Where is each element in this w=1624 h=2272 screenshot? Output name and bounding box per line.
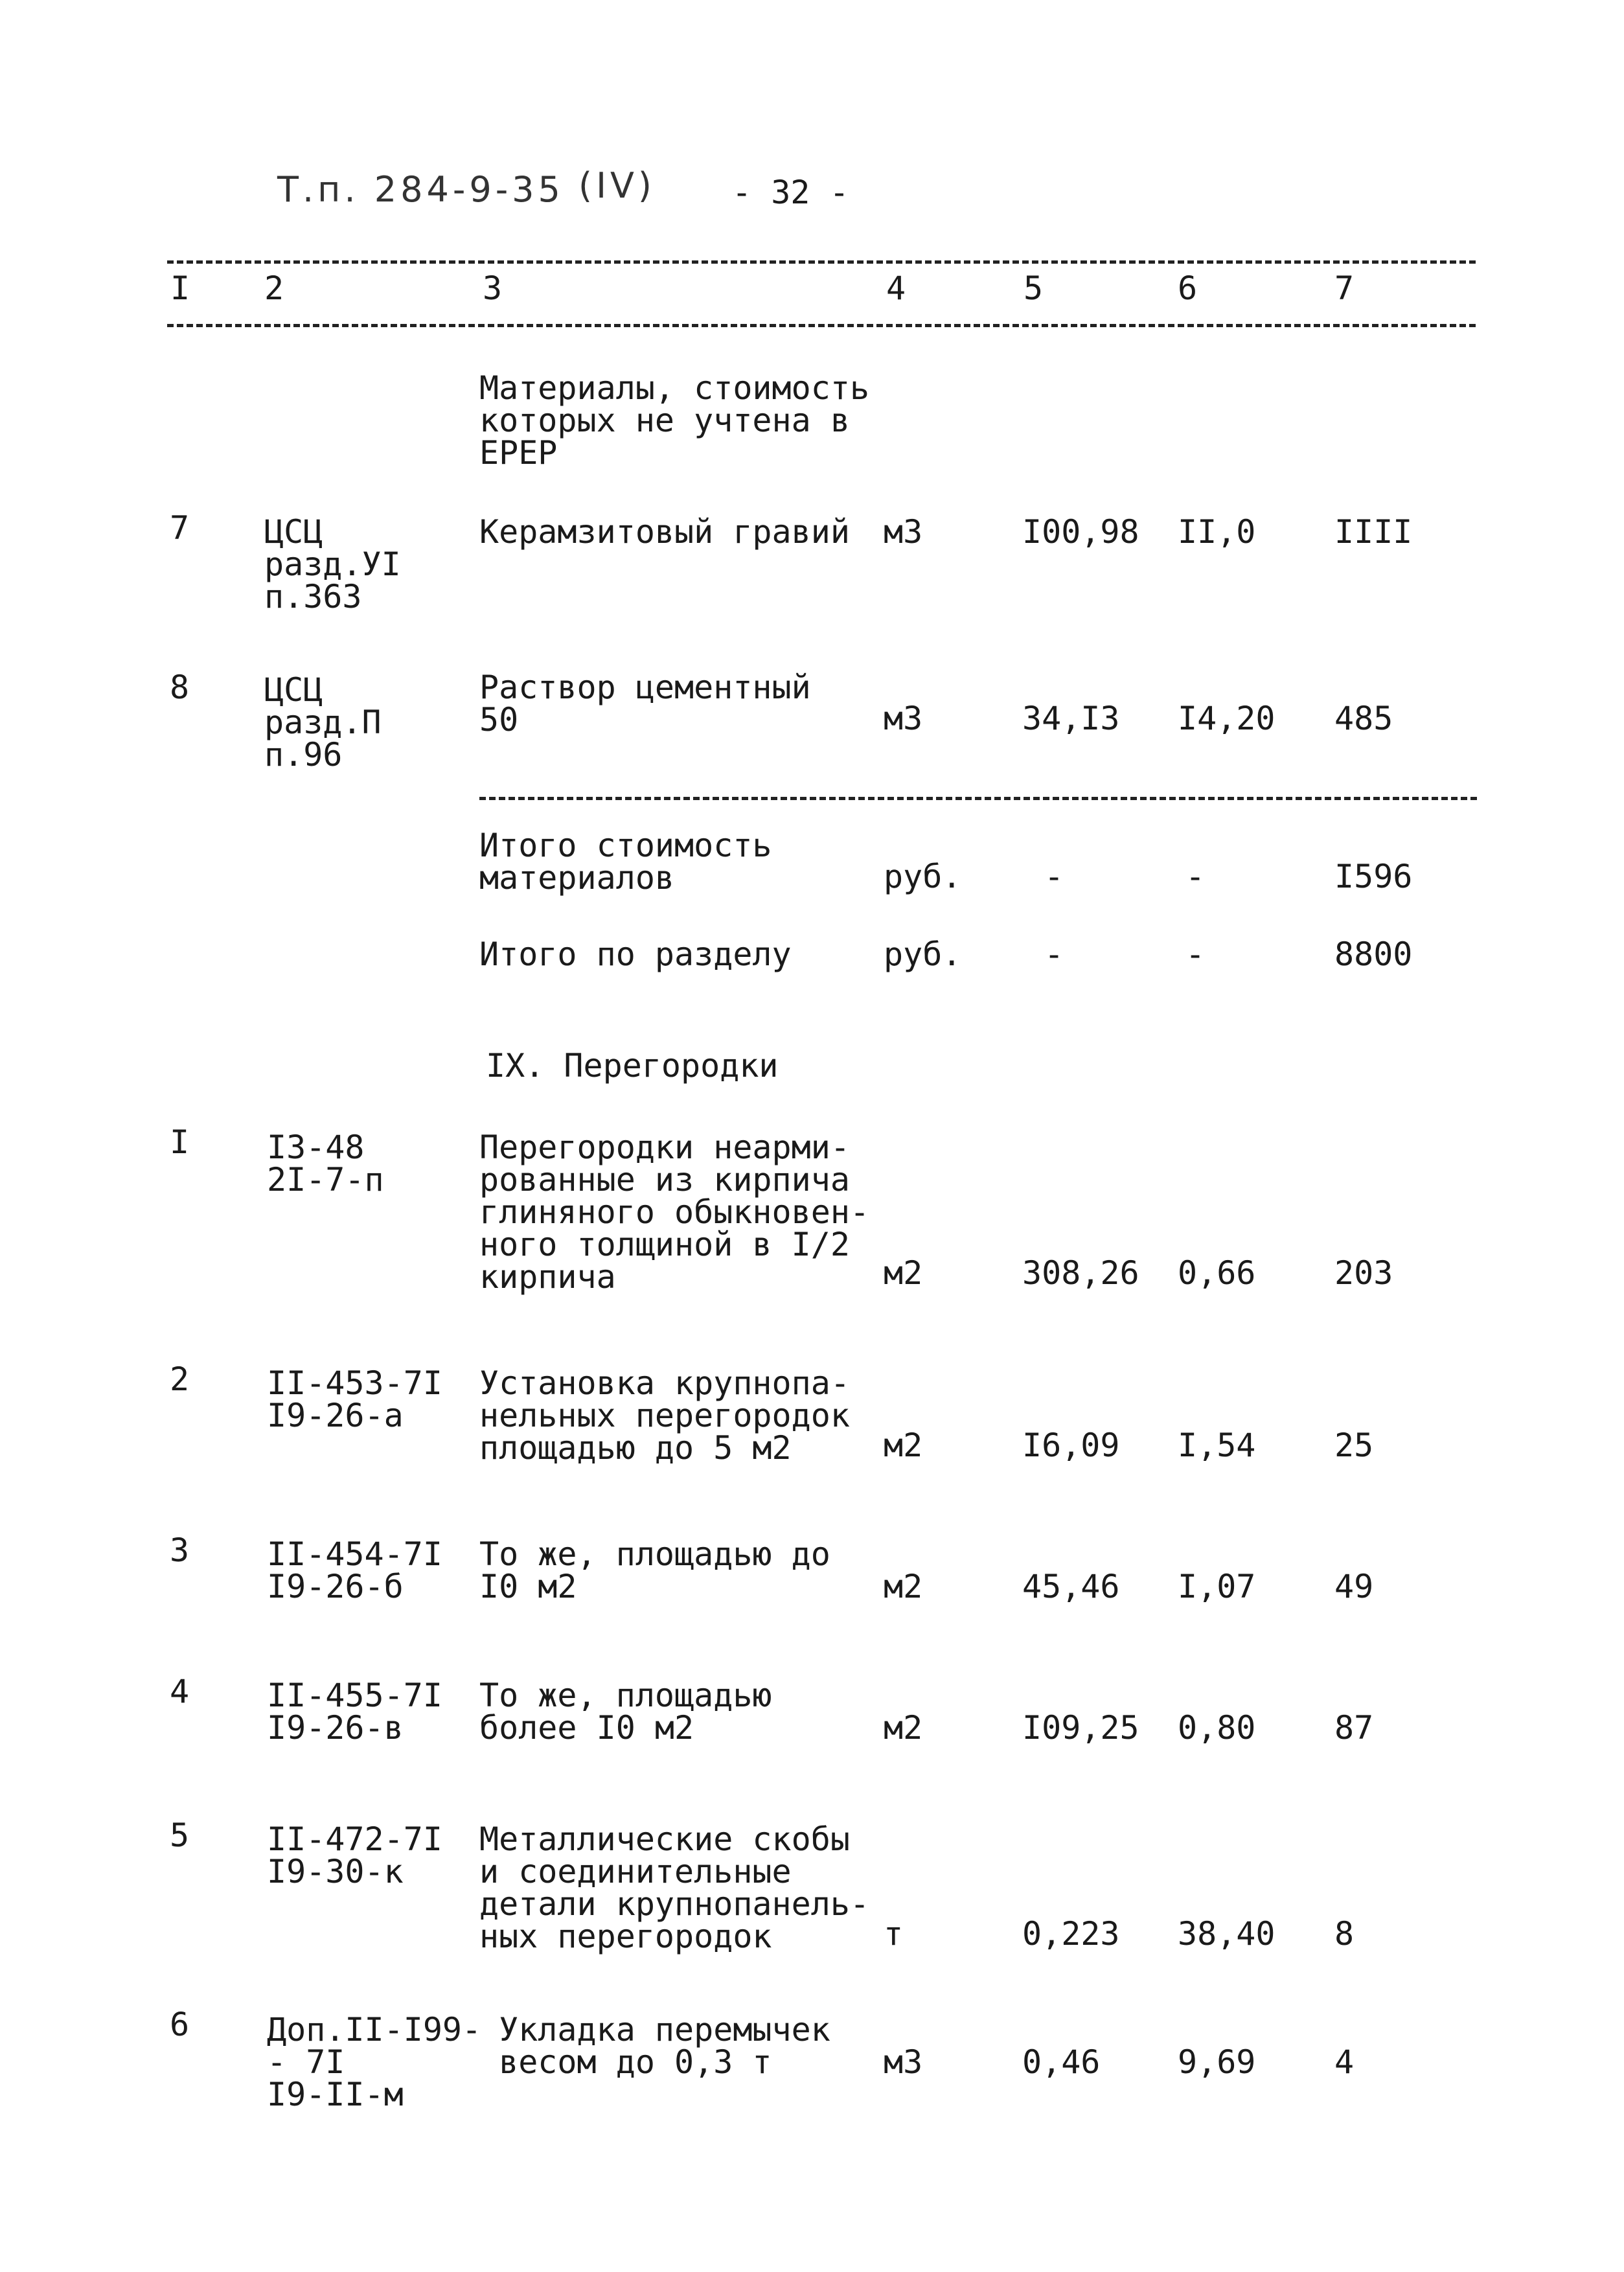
item-name-line: Раствор цементный: [479, 669, 811, 706]
col-2-header: 2: [264, 270, 284, 307]
total-cost: 4: [1334, 2043, 1355, 2081]
price-code-line: II-453-7I: [267, 1364, 442, 1402]
item-name-line: и соединительные: [479, 1853, 792, 1890]
quantity: 45,46: [1022, 1568, 1120, 1605]
price-code-line: II-472-7I: [267, 1820, 442, 1858]
total-cost: 49: [1334, 1568, 1374, 1605]
sheet-number: (IV): [578, 165, 656, 206]
unit: руб.: [884, 935, 962, 973]
item-name-line: глиняного обыкновен-: [479, 1193, 870, 1231]
unit: м3: [884, 513, 923, 551]
item-name-line: детали крупнопанель-: [479, 1885, 870, 1923]
row-number: 8: [170, 669, 190, 706]
quantity: 308,26: [1022, 1254, 1139, 1292]
unit-price: I4,20: [1178, 700, 1275, 737]
price-code-line: п.96: [264, 736, 343, 774]
row-number: 2: [170, 1360, 190, 1398]
quantity: 34,I3: [1022, 700, 1120, 737]
col-3-header: 3: [483, 270, 503, 307]
quantity: I6,09: [1022, 1427, 1120, 1464]
quantity: I09,25: [1022, 1709, 1139, 1747]
price-code-line: II-454-7I: [267, 1535, 442, 1573]
price-code-line: разд.УI: [264, 545, 401, 583]
item-name-line: Установка крупнопа-: [479, 1364, 850, 1402]
unit: руб.: [884, 858, 962, 895]
unit-price: II,0: [1178, 513, 1256, 551]
price-code-line: разд.П: [264, 704, 382, 741]
total-cost: 8800: [1334, 935, 1413, 973]
unit-price: I,54: [1178, 1427, 1256, 1464]
item-name-line: ЕРЕР: [479, 434, 558, 472]
item-name-line: Укладка перемычек: [479, 2011, 830, 2048]
item-name-line: Итого стоимость: [479, 827, 772, 864]
item-name-line: весом до 0,3 т: [479, 2043, 772, 2081]
total-cost: 485: [1334, 700, 1393, 737]
row-number: 6: [170, 2006, 190, 2043]
unit: м2: [884, 1254, 923, 1292]
price-code-line: I9-26-б: [267, 1568, 404, 1605]
total-cost: I596: [1334, 858, 1413, 895]
total-cost: 8: [1334, 1915, 1355, 1953]
price-code-line: - 7I: [267, 2043, 345, 2081]
unit: м3: [884, 700, 923, 737]
subtotal-rule: [479, 797, 1477, 800]
unit-price: -: [1185, 935, 1206, 973]
quantity: -: [1044, 858, 1064, 895]
unit: м2: [884, 1568, 923, 1605]
item-name-line: Керамзитовый гравий: [479, 513, 850, 551]
item-name-line: ных перегородок: [479, 1918, 772, 1955]
item-name-line: нельных перегородок: [479, 1397, 850, 1434]
item-name-line: Материалы, стоимость: [479, 369, 870, 407]
row-number: 5: [170, 1817, 190, 1854]
item-name-line: рованные из кирпича: [479, 1161, 850, 1199]
page-number: - 32 -: [732, 174, 849, 211]
unit: м2: [884, 1709, 923, 1747]
row-number: 3: [170, 1532, 190, 1569]
header-bottom-rule: [167, 324, 1476, 327]
item-name-line: То же, площадью до: [479, 1535, 830, 1573]
item-name-line: кирпича: [479, 1258, 616, 1296]
price-code-line: II-455-7I: [267, 1677, 442, 1714]
row-number: I: [170, 1123, 190, 1161]
col-7-header: 7: [1334, 270, 1355, 307]
item-name-line: То же, площадью: [479, 1677, 772, 1714]
col-1-header: I: [170, 270, 190, 307]
quantity: 0,223: [1022, 1915, 1120, 1953]
price-code-line: I3-48: [267, 1129, 365, 1166]
price-code-line: I9-26-а: [267, 1397, 404, 1434]
unit-price: -: [1185, 858, 1206, 895]
price-code-line: I9-26-в: [267, 1709, 404, 1747]
price-code-line: Доп.II-I99-: [267, 2011, 482, 2048]
price-code-line: ЦСЦ: [264, 513, 323, 551]
price-code-line: 2I-7-п: [267, 1161, 384, 1199]
document-code: Т.п. 284-9-35: [277, 169, 564, 210]
item-name-line: Металлические скобы: [479, 1820, 850, 1858]
quantity: 0,46: [1022, 2043, 1101, 2081]
section-heading: IX. Перегородки: [486, 1047, 779, 1084]
quantity: I00,98: [1022, 513, 1139, 551]
total-cost: IIII: [1334, 513, 1413, 551]
row-number: 7: [170, 509, 190, 547]
col-5-header: 5: [1024, 270, 1044, 307]
price-code-line: ЦСЦ: [264, 671, 323, 709]
unit-price: 0,66: [1178, 1254, 1256, 1292]
col-6-header: 6: [1178, 270, 1198, 307]
unit-price: 0,80: [1178, 1709, 1256, 1747]
price-code-line: I9-II-м: [267, 2076, 404, 2113]
item-name-line: Перегородки неарми-: [479, 1129, 850, 1166]
quantity: -: [1044, 935, 1064, 973]
item-name-line: Итого по разделу: [479, 935, 792, 973]
total-cost: 25: [1334, 1427, 1374, 1464]
price-code-line: I9-30-к: [267, 1853, 404, 1890]
item-name-line: 50: [479, 701, 519, 739]
col-4-header: 4: [886, 270, 906, 307]
item-name-line: площадью до 5 м2: [479, 1429, 792, 1467]
unit: т: [884, 1915, 904, 1953]
total-cost: 87: [1334, 1709, 1374, 1747]
item-name-line: I0 м2: [479, 1568, 577, 1605]
unit-price: 9,69: [1178, 2043, 1256, 2081]
unit: м2: [884, 1427, 923, 1464]
total-cost: 203: [1334, 1254, 1393, 1292]
row-number: 4: [170, 1673, 190, 1710]
item-name-line: материалов: [479, 859, 675, 897]
unit: м3: [884, 2043, 923, 2081]
header-top-rule: [167, 260, 1476, 264]
item-name-line: которых не учтена в: [479, 402, 850, 439]
item-name-line: более I0 м2: [479, 1709, 694, 1747]
item-name-line: ного толщиной в I/2: [479, 1226, 850, 1263]
unit-price: I,07: [1178, 1568, 1256, 1605]
unit-price: 38,40: [1178, 1915, 1275, 1953]
price-code-line: п.363: [264, 578, 362, 615]
